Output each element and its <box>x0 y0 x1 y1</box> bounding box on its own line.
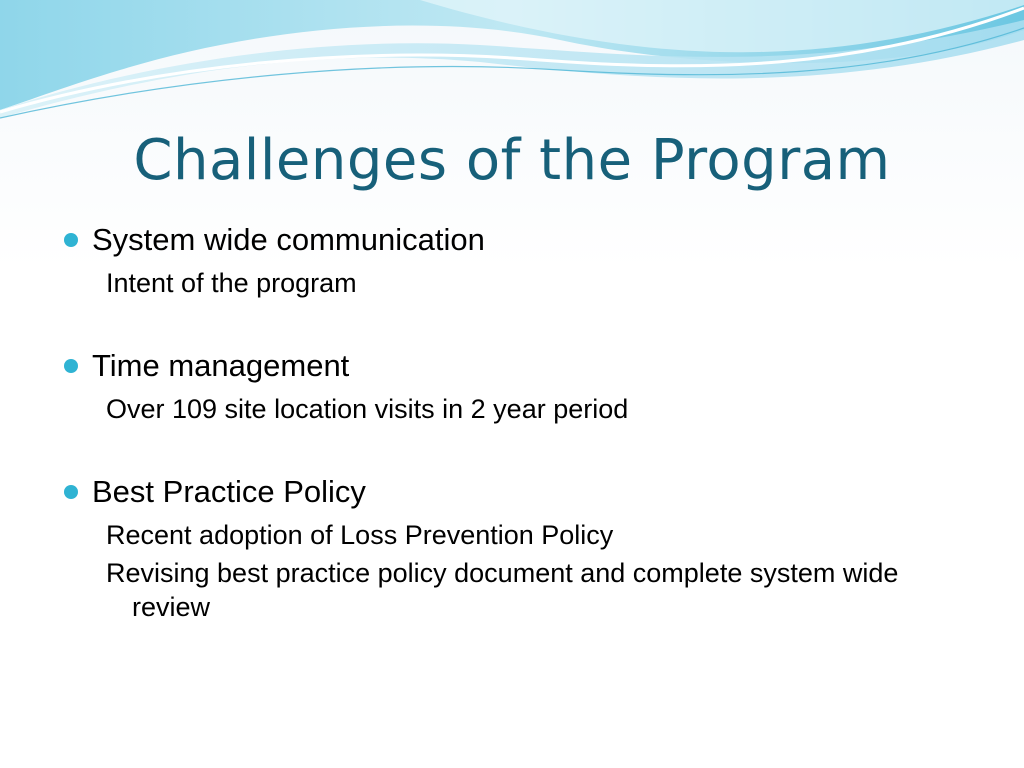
sub-bullet-item: Intent of the program <box>106 268 357 298</box>
bullet-dot-icon <box>64 485 78 499</box>
bullet-item <box>62 218 962 262</box>
sub-bullet-item: Revising best practice policy document and complete system wide review <box>106 558 899 622</box>
bullet-label: Time management <box>92 348 350 383</box>
bullet-dot-icon <box>64 233 78 247</box>
bullet-group-communication <box>62 218 962 300</box>
bullet-dot-icon <box>64 359 78 373</box>
bullet-item <box>62 344 962 388</box>
bullet-group-time <box>62 344 962 426</box>
sub-bullet-item: Over 109 site location visits in 2 year period <box>106 394 629 424</box>
bullet-group-policy <box>62 470 962 624</box>
bullet-label: System wide communication <box>92 222 485 257</box>
sub-bullet-item: Recent adoption of Loss Prevention Policy <box>106 520 614 550</box>
slide-title: Challenges of the Program <box>133 128 891 193</box>
bullet-list <box>62 218 962 668</box>
bullet-item <box>62 470 962 514</box>
header-wave-decoration <box>0 0 1024 130</box>
bullet-label: Best Practice Policy <box>92 474 366 509</box>
